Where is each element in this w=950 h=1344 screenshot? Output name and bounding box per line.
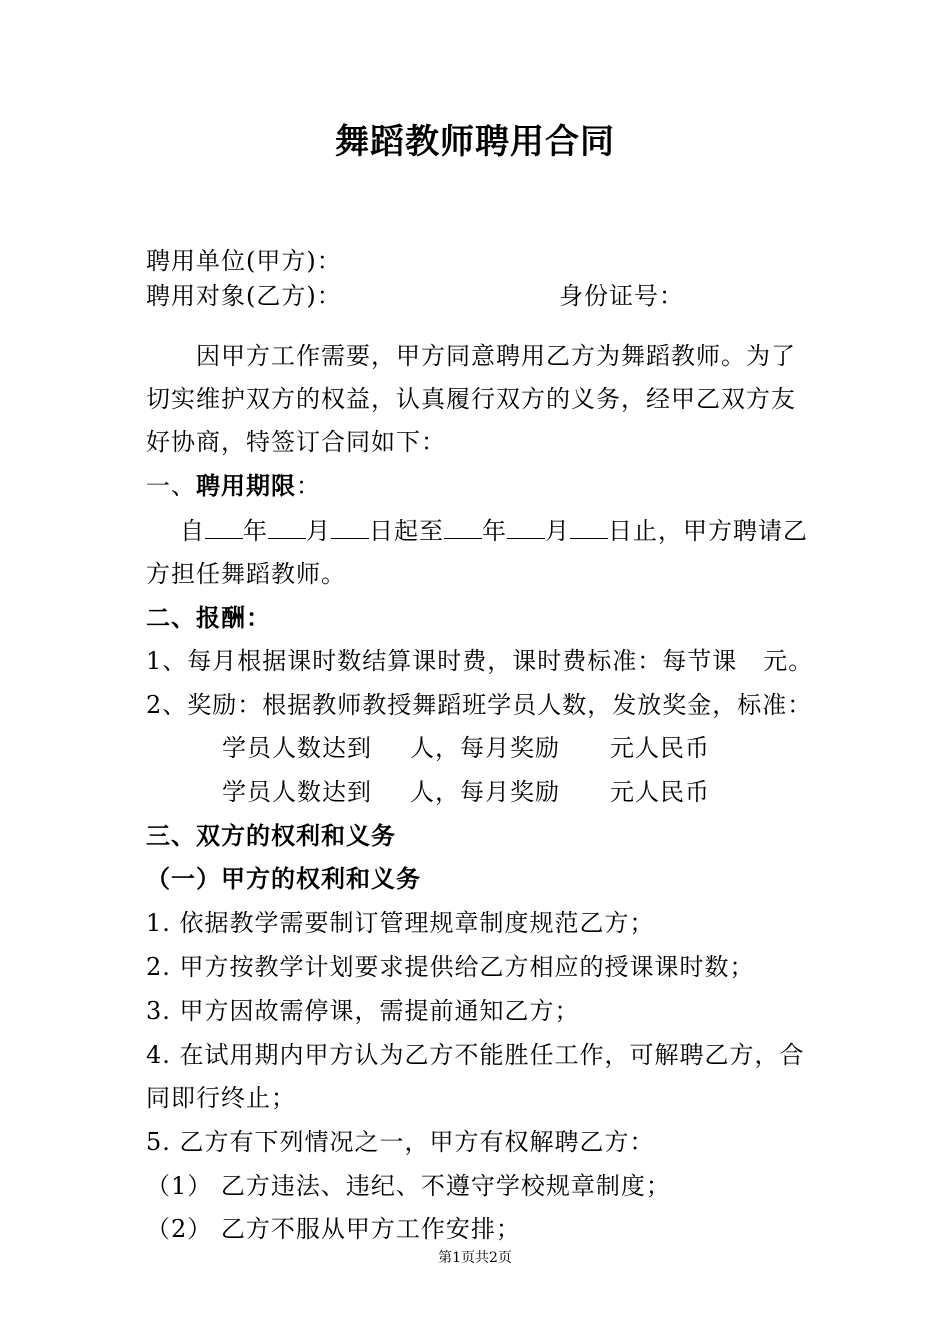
duty-item: 4. 在试用期内甲方认为乙方不能胜任工作，可解聘乙方，合 <box>146 1041 805 1069</box>
party-a-label: 聘用单位(甲方)： <box>146 247 342 275</box>
bonus-person: 人，每月奖励 <box>410 734 560 762</box>
duty-subitem: （1） 乙方违法、违纪、不遵守学校规章制度； <box>146 1172 671 1200</box>
term-year-end: 年 <box>482 517 507 545</box>
term-day-start: 日起至 <box>369 517 444 545</box>
blank-year-end <box>444 516 482 539</box>
bonus-currency: 元人民币 <box>610 734 710 762</box>
document-title: 舞蹈教师聘用合同 <box>335 122 615 162</box>
term-line-1 <box>180 515 840 547</box>
intro-line-2: 切实维护双方的权益，认真履行双方的义务，经甲乙双方友 <box>146 385 796 413</box>
section-3-heading: 三、双方的权利和义务 <box>146 822 396 850</box>
bonus-reach: 学员人数达到 <box>222 734 372 762</box>
pay-item-2: 2、奖励：根据教师教授舞蹈班学员人数，发放奖金，标准： <box>146 691 813 719</box>
blank-month-end <box>507 516 545 539</box>
section-1-title: 聘用期限 <box>196 472 296 500</box>
section-1-heading <box>146 470 806 502</box>
bonus-line-1 <box>222 732 882 764</box>
party-b-label: 聘用对象(乙方)： <box>146 282 342 310</box>
term-month: 月 <box>306 517 331 545</box>
pay-item-1-text: 1、每月根据课时数结算课时费，课时费标准：每节课 <box>146 647 738 675</box>
pay-item-1 <box>146 645 814 677</box>
duty-item: 1. 依据教学需要制订管理规章制度规范乙方； <box>146 909 655 937</box>
section-1-number: 一、 <box>146 472 196 500</box>
duty-item: 同即行终止； <box>146 1084 296 1112</box>
blank-day-start <box>331 516 369 539</box>
bonus-reach: 学员人数达到 <box>222 778 372 806</box>
duty-item: 2. 甲方按教学计划要求提供给乙方相应的授课课时数； <box>146 953 755 981</box>
term-line-2: 方担任舞蹈教师。 <box>146 560 346 588</box>
duty-item: 5. 乙方有下列情况之一，甲方有权解聘乙方： <box>146 1128 655 1156</box>
intro-line-3: 好协商，特签订合同如下： <box>146 428 446 456</box>
duty-item: 3. 甲方因故需停课，需提前通知乙方； <box>146 997 580 1025</box>
party-b-line <box>146 280 806 312</box>
party-a-line <box>146 245 806 277</box>
blank-month-start <box>268 516 306 539</box>
id-label: 身份证号： <box>559 282 685 310</box>
bonus-currency: 元人民币 <box>610 778 710 806</box>
term-month-end: 月 <box>545 517 570 545</box>
blank-day-end <box>570 516 608 539</box>
page-number: 第1页共2页 <box>438 1250 512 1266</box>
section-3-subheading: （一）甲方的权利和义务 <box>146 865 421 893</box>
bonus-line-2 <box>222 776 882 808</box>
duty-subitem: （2） 乙方不服从甲方工作安排； <box>146 1215 521 1243</box>
pay-item-1-unit: 元。 <box>763 647 814 675</box>
bonus-person: 人，每月奖励 <box>410 778 560 806</box>
section-1-colon: ： <box>296 472 321 500</box>
blank-year-start <box>205 516 243 539</box>
term-from: 自 <box>180 517 205 545</box>
intro-line-1: 因甲方工作需要，甲方同意聘用乙方为舞蹈教师。为了 <box>196 342 796 370</box>
term-day-end: 日止，甲方聘请乙 <box>608 517 808 545</box>
term-year: 年 <box>243 517 268 545</box>
section-2-heading: 二、报酬： <box>146 604 271 632</box>
